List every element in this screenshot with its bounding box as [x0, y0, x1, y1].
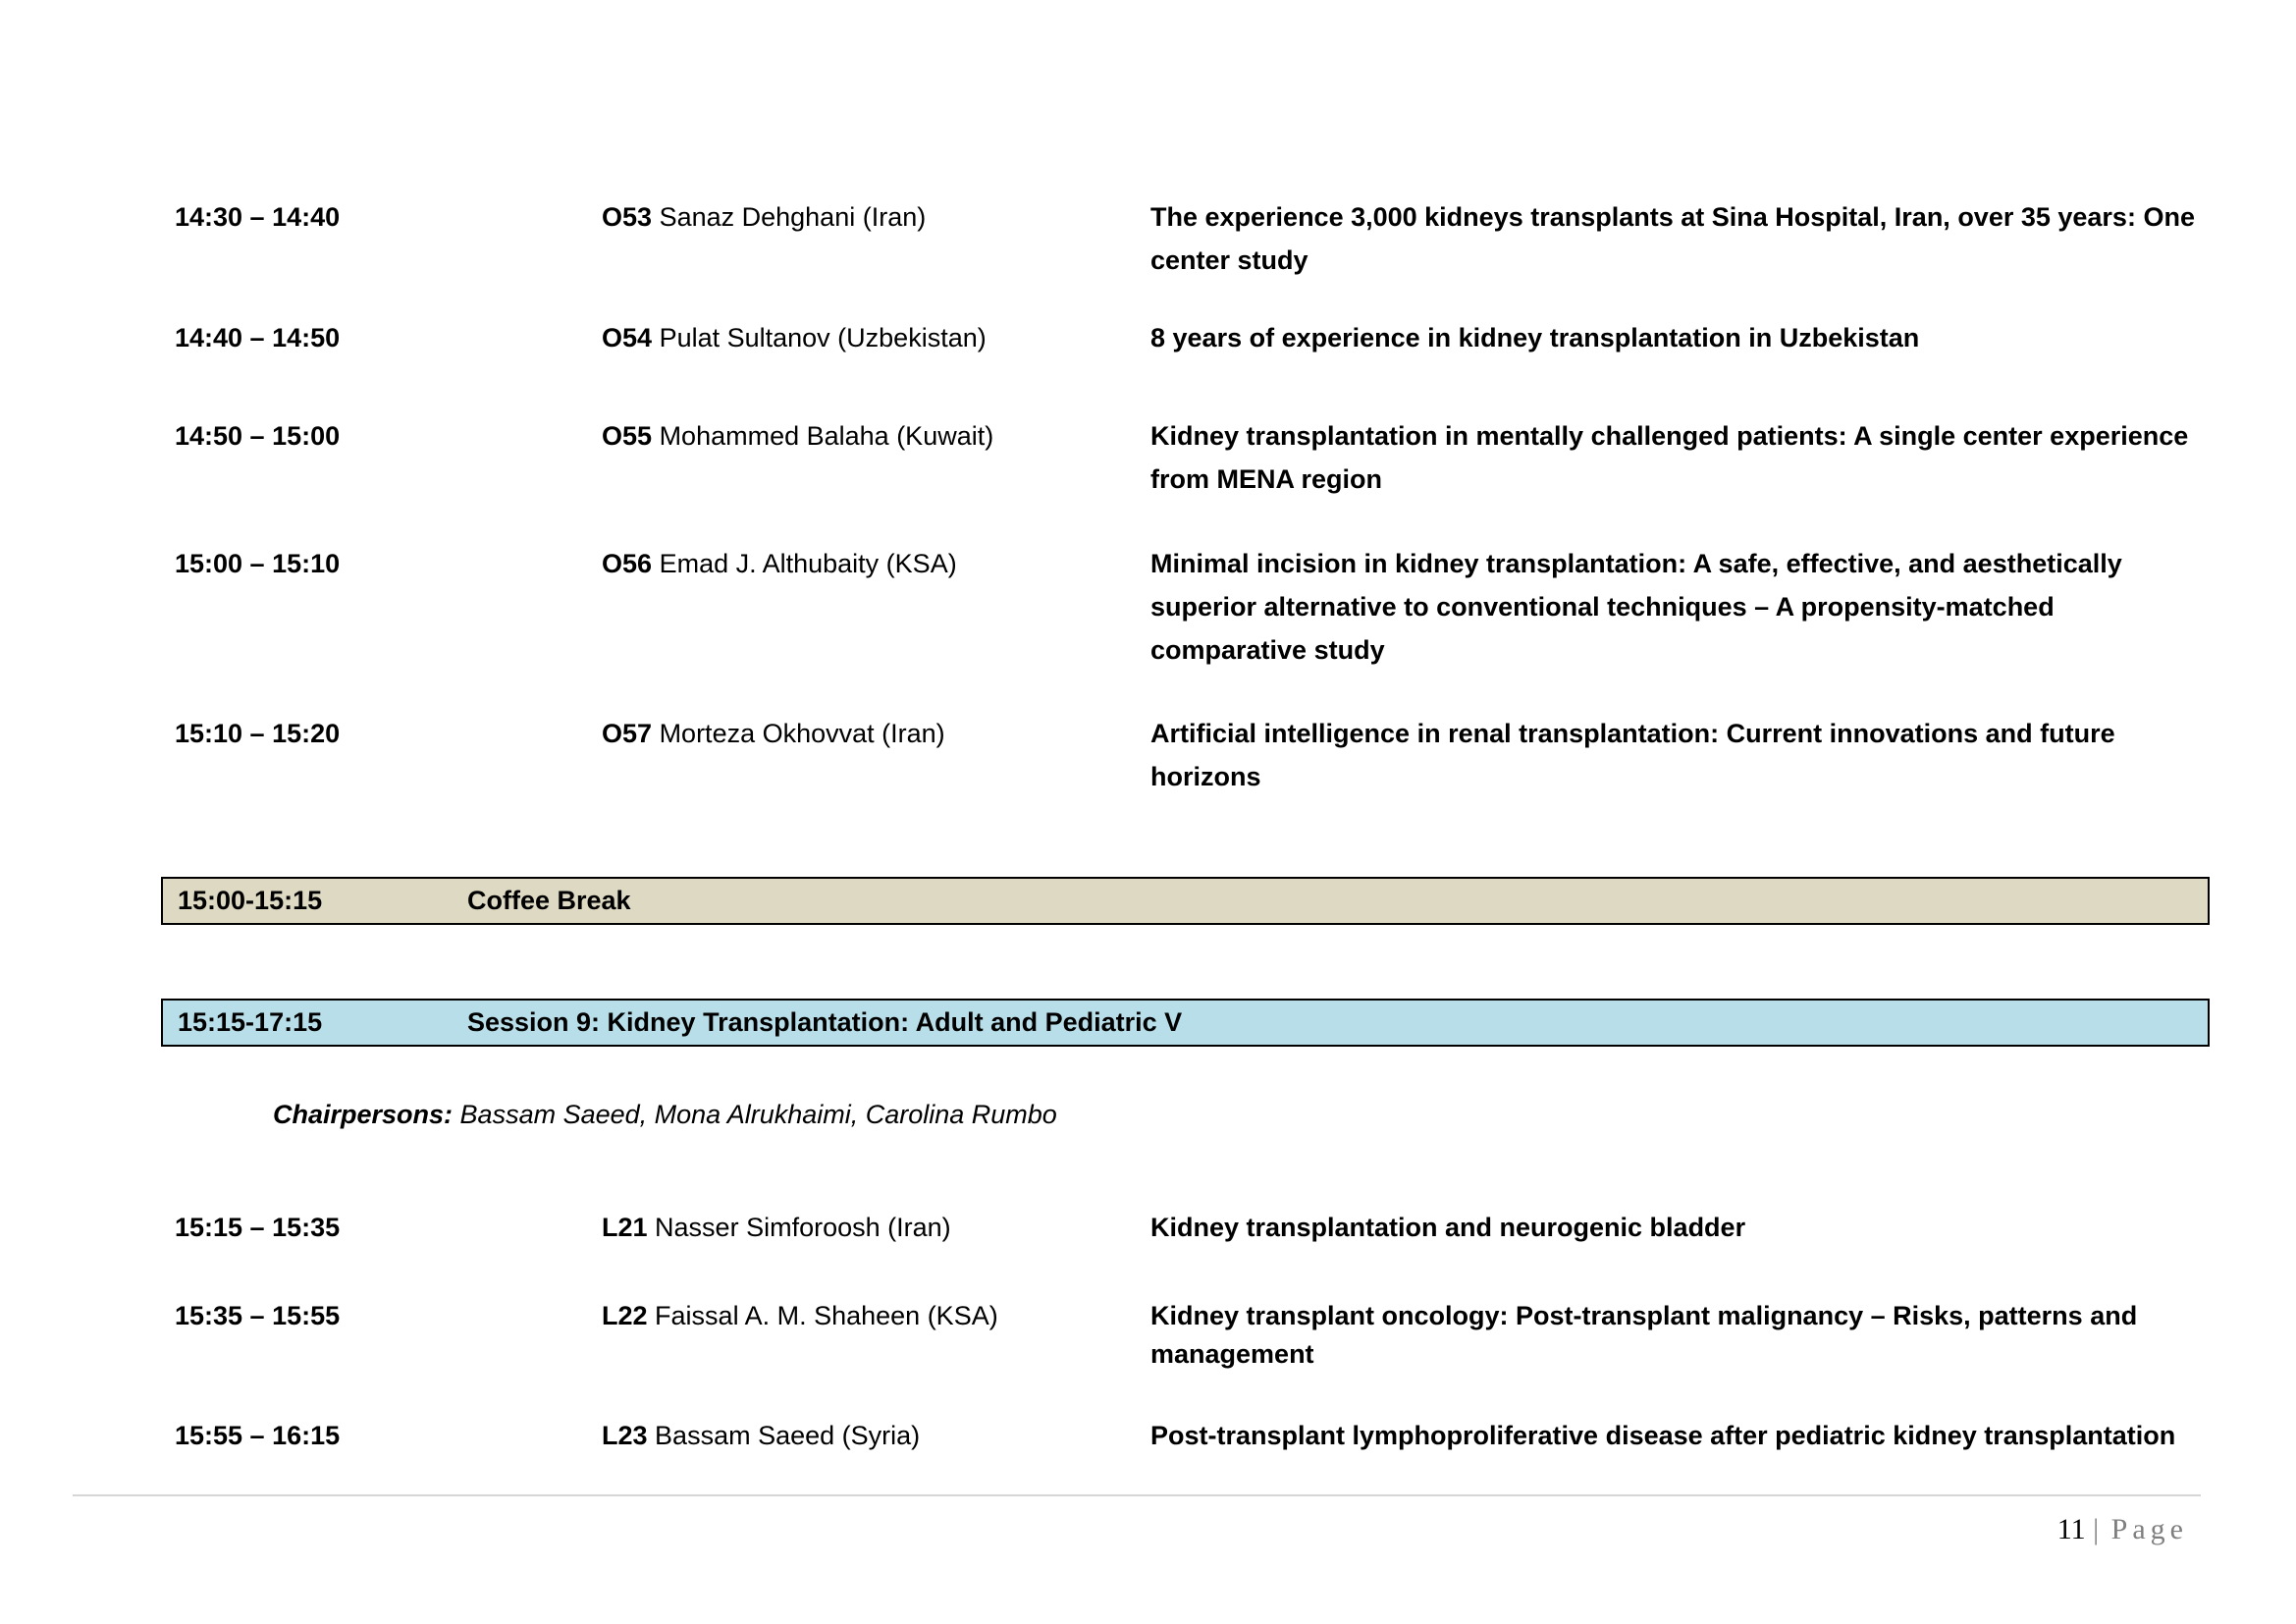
page-separator: |: [2093, 1513, 2105, 1545]
speaker-name: Pulat Sultanov (Uzbekistan): [659, 323, 987, 352]
talk-code: O56: [602, 549, 653, 578]
speaker-name: Sanaz Dehghani (Iran): [659, 202, 927, 232]
talk-speaker: [602, 1206, 951, 1249]
talk-time: 15:55 – 16:15: [175, 1421, 341, 1450]
talk-time: 15:00 – 15:10: [175, 549, 341, 578]
talk-code: O57: [602, 719, 653, 748]
speaker-name: Morteza Okhovvat (Iran): [659, 719, 945, 748]
speaker-name: Mohammed Balaha (Kuwait): [659, 421, 994, 451]
talk-speaker: [602, 1297, 998, 1335]
page-word: Page: [2110, 1513, 2188, 1545]
talk-title: Post-transplant lymphoproliferative disease after pediatric kidney transplantation: [1150, 1421, 2176, 1450]
talk-title: Minimal incision in kidney transplantation: A safe, effective, and aesthetically superior alternative to conventional techniques – A propensity-matched comparative study: [1150, 549, 2122, 665]
speaker-name: Bassam Saeed (Syria): [655, 1421, 921, 1450]
session-title: Session 9: Kidney Transplantation: Adult and Pediatric V: [467, 1007, 1183, 1037]
talk-time: 15:10 – 15:20: [175, 719, 341, 748]
talk-speaker: [602, 712, 945, 755]
chairpersons-line: [273, 1093, 1057, 1136]
talk-time: 14:30 – 14:40: [175, 202, 341, 232]
talk-time: 14:40 – 14:50: [175, 323, 341, 352]
coffee-break-bar: [161, 877, 2210, 925]
speaker-name: Emad J. Althubaity (KSA): [659, 549, 957, 578]
talk-code: O53: [602, 202, 653, 232]
footer-divider: [73, 1494, 2201, 1496]
page-footer: [2057, 1510, 2188, 1549]
talk-title: Kidney transplant oncology: Post-transplant malignancy – Risks, patterns and management: [1150, 1301, 2138, 1369]
talk-speaker: [602, 195, 926, 239]
talk-code: L21: [602, 1213, 648, 1242]
talk-time: 14:50 – 15:00: [175, 421, 341, 451]
talk-speaker: [602, 1414, 920, 1457]
talk-code: O54: [602, 323, 653, 352]
speaker-name: Nasser Simforoosh (Iran): [655, 1213, 951, 1242]
talk-code: L23: [602, 1421, 648, 1450]
talk-code: O55: [602, 421, 653, 451]
coffee-break-label: Coffee Break: [467, 886, 631, 915]
talk-title: Artificial intelligence in renal transplantation: Current innovations and future horizons: [1150, 719, 2115, 791]
talk-time: 15:35 – 15:55: [175, 1301, 341, 1330]
talk-code: L22: [602, 1301, 648, 1330]
speaker-name: Faissal A. M. Shaheen (KSA): [655, 1301, 998, 1330]
talk-title: Kidney transplantation in mentally challenged patients: A single center experience from MENA region: [1150, 421, 2189, 494]
coffee-break-time: 15:00-15:15: [178, 886, 323, 915]
chairpersons-names: Bassam Saeed, Mona Alrukhaimi, Carolina Rumbo: [453, 1100, 1057, 1129]
chairpersons-label: Chairpersons:: [273, 1100, 454, 1129]
page-number: 11: [2056, 1513, 2086, 1545]
talk-speaker: [602, 414, 993, 458]
session-time: 15:15-17:15: [178, 1007, 323, 1037]
session-bar: [161, 999, 2210, 1047]
talk-title: 8 years of experience in kidney transplantation in Uzbekistan: [1150, 323, 1920, 352]
talk-speaker: [602, 316, 987, 359]
talk-title: Kidney transplantation and neurogenic bladder: [1150, 1213, 1746, 1242]
talk-time: 15:15 – 15:35: [175, 1213, 341, 1242]
talk-title: The experience 3,000 kidneys transplants at Sina Hospital, Iran, over 35 years: One center study: [1150, 202, 2195, 275]
talk-speaker: [602, 542, 957, 585]
